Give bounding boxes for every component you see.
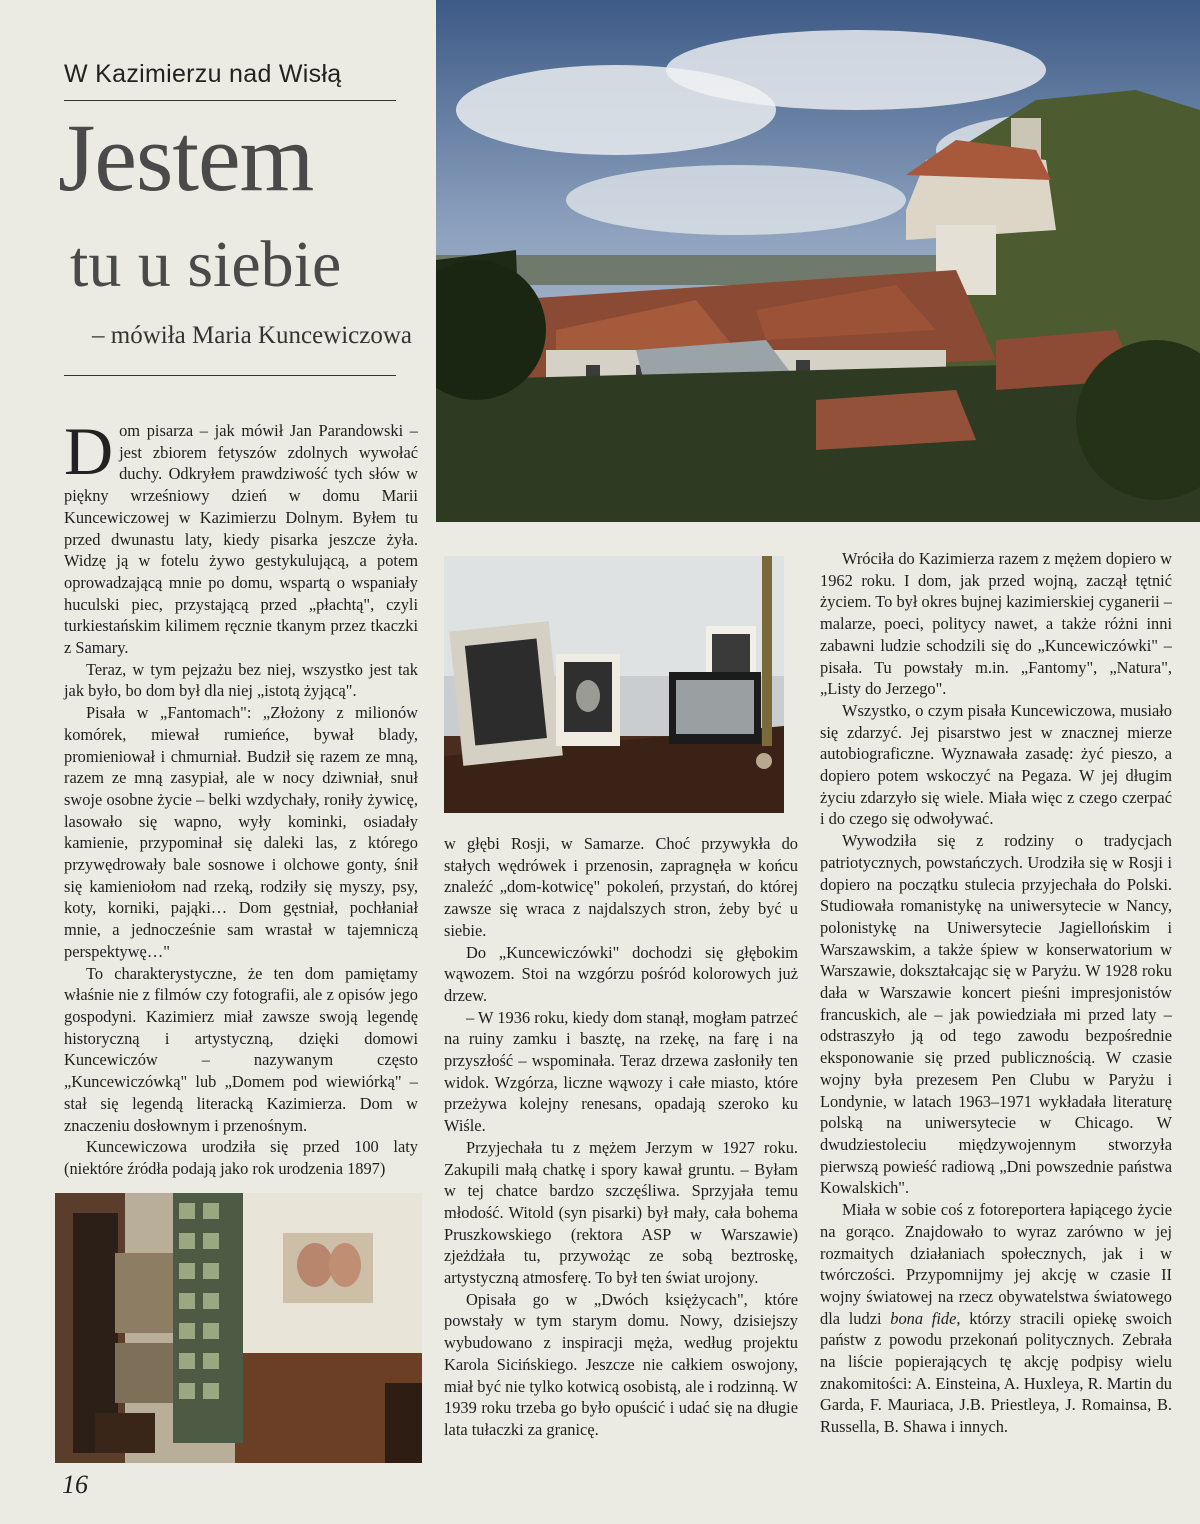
header-rule-bottom [64,375,396,376]
paragraph: Przyjechała tu z mężem Jerzym w 1927 roku. Zakupili małą chatkę i spory kawał gruntu. – Byłam w tej chatce bardzo szczęśliwa. Sprzyjała temu młodość. Witold (syn pisarki) był mały, cała bohema Pruszkowskiego (rektora ASP w Warszawie) zjeżdżała tu, przywożąc ze sobą beztroskę, artystyczną atmosferę. To był ten świat urojony. [444,1137,798,1288]
paragraph: – W 1936 roku, kiedy dom stanął, mogłam patrzeć na ruiny zamku i basztę, na rzekę, na farę i na przyszłość – wspominała. Teraz drzewa zasłoniły ten widok. Wzgórza, liczne wąwozy i całe miasto, które przeżywa kolejny renesans, opadają szeroko ku Wiśle. [444,1007,798,1136]
town-landscape-photo [436,0,1200,522]
paragraph: Teraz, w tym pejzażu bez niej, wszystko jest tak jak było, bo dom był dla niej „istotą żyjącą". [64,659,418,701]
paragraph: Pisała w „Fantomach": „Złożony z milionów komórek, miewał rumieńce, bywał blady, promieniował i chmurniał. Budził się razem ze mną, razem ze mną zasypiał, ale w nocy dziwniał, snuł swoje osobne życie – belki wzdychały, roniły żywicę, lasowało się wapno, wyły kominki, osiadały kamienie, przypominał się daleki las, z którego przywędrowały bale sosnowe i olchowe gonty, śnił się kamieniołom nad rzeką, rodziły się myszy, psy, koty, korniki, pająki… Dom gęstniał, pochłaniał mnie, a jednocześnie sam wrastał w tajemniczą perspektywę…" [64,703,418,961]
paragraph [64,413,418,659]
paragraph [820,1199,1172,1438]
paragraph: w głębi Rosji, w Samarze. Choć przywykła do stałych wędrówek i przenosin, zapragnęła w końcu znaleźć „dom-kotwicę" pokoleń, przystań, do której zawsze się wraca z najdalszych stron, żeby być u siebie. [444,834,798,940]
paragraph: Wróciła do Kazimierza razem z mężem dopiero w 1962 roku. I dom, jak przed wojną, zaczął tętnić życiem. To był okres bujnej kazimierskiej cyganerii – malarze, poeci, politycy nawet, a także różni inni zabawni ludzie schodzili się do „Kuncewiczówki" – pisała. Tu powstały m.in. „Fantomy", „Natura", „Listy do Jerzego". [820,549,1172,699]
paragraph: Opisała go w „Dwóch księżycach", które powstały w tym starym domu. Nowy, dzisiejszy wybudowano z inspiracji męża, według projektu Karola Sicińskiego. Jeszcze nie całkiem oswojony, miał być nie tylko kotwicą osobistą, ale i rodzinną. W 1939 roku trzeba go było opuścić i udać się na długie lata tułaczki za granicę. [444,1289,798,1439]
header-rule-top [64,100,396,101]
italic-phrase: bona fide [890,1308,957,1328]
article-title-line1: Jestem [58,104,314,211]
article-column-1 [64,413,418,1180]
interior-stove-photo [55,1193,422,1463]
paragraph: To charakterystyczne, że ten dom pamiętamy właśnie nie z filmów czy fotografii, ale z opisów jego gospodyni. Kazimierz miał zawsze swoją legendę historyczną i artystyczną, dzięki domowi Kuncewiczów – nazywanym często „Kuncewiczówką" lub „Domem pod wiewiórką" – stał się legendą literacką Kazimierza. Dom w znaczeniu dosłownym i przenośnym. [64,963,418,1135]
page-number: 16 [62,1470,88,1499]
framed-photographs-photo [444,556,784,813]
section-heading: W Kazimierzu nad Wisłą [64,60,342,88]
paragraph: Do „Kuncewiczówki" dochodzi się głębokim wąwozem. Stoi na wzgórzu pośród kolorowych już drzew. [444,942,798,1005]
article-subtitle: – mówiła Maria Kuncewiczowa [92,322,413,349]
paragraph: Wszystko, o czym pisała Kuncewiczowa, musiało się zdarzyć. Jej pisarstwo jest w znacznej mierze autobiograficzne. Wyznawała zasadę: żyć pieszo, a dopiero potem wskoczyć na Pegaza. W jej długim życiu zdarzyło się wiele. Miała więc z czego czerpać i do czego się odwoływać. [820,700,1172,829]
paragraph: Wywodziła się z rodziny o tradycjach patriotycznych, powstańczych. Urodziła się w Rosji i dopiero na początku stulecia przyjechała do Polski. Studiowała romanistykę na uniwersytecie w Nancy, polonistykę na Uniwersytecie Jagiellońskim i Warszawskim, a także śpiew w konserwatorium w Warszawie, dokształcając się w Paryżu. W 1928 roku dała w Warszawie koncert pieśni impresjonistów francuskich, ale – jak powiedziała mi przed laty – odstraszyło ją od tego zawodu bezpośrednie eksponowanie się przed publicznością. W czasie wojny była prezesem Pen Clubu w Paryżu i Londynie, w latach 1963–1971 wykładała literaturę polską na uniwersytecie w Chicago. W dwudziestoleciu międzywojennym stworzyła pierwszą powieść radiową „Dni powszednie państwa Kowalskich". [820,831,1172,1198]
paragraph-text: , którzy stracili opiekę swoich państw z powodu przekonań politycznych. Zebrała na liście popierających tę akcję podpisy wielu znakomitości: A. Einsteina, A. Huxleya, R. Martin du Garda, F. Mauriaca, J.B. Priestleya, J. Romainsa, B. Russella, B. Shawa i innych. [820,1308,1172,1437]
paragraph-text: om pisarza – jak mówił Jan Parandowski – jest zbiorem fetyszów zdolnych wywołać duchy. Odkryłem prawdziwość tych słów w piękny wrześniowy dzień w domu Marii Kuncewiczowej w Kazimierzu Dolnym. Byłem tu przed dwunastu laty, kiedy pisarka jeszcze żyła. Widzę ją w fotelu żywo gestykulującą, a potem oprowadzającą mnie po domu, wspartą o wspaniały huculski piec, przystającą przed „płachtą", czyli turkiestańskim kilimem ręcznie tkanym przez tkaczki z Samary. [64,421,418,658]
drop-cap: D [64,413,114,489]
paragraph: Kuncewiczowa urodziła się przed 100 laty (niektóre źródła podają jako rok urodzenia 1897) [64,1137,418,1178]
article-title-line2: tu u siebie [70,228,342,301]
article-column-2 [444,833,798,1441]
paragraph-text: Miała w sobie coś z fotoreportera łapiącego życie na gorąco. Znajdowało to wyraz zarówno w jej rozmaitych działaniach społecznych, jak i w twórczości. Przypomnijmy jej akcję w czasie II wojny światowej na rzecz obywatelstwa światowego dla ludzi [820,1200,1172,1328]
article-column-3 [820,548,1172,1438]
